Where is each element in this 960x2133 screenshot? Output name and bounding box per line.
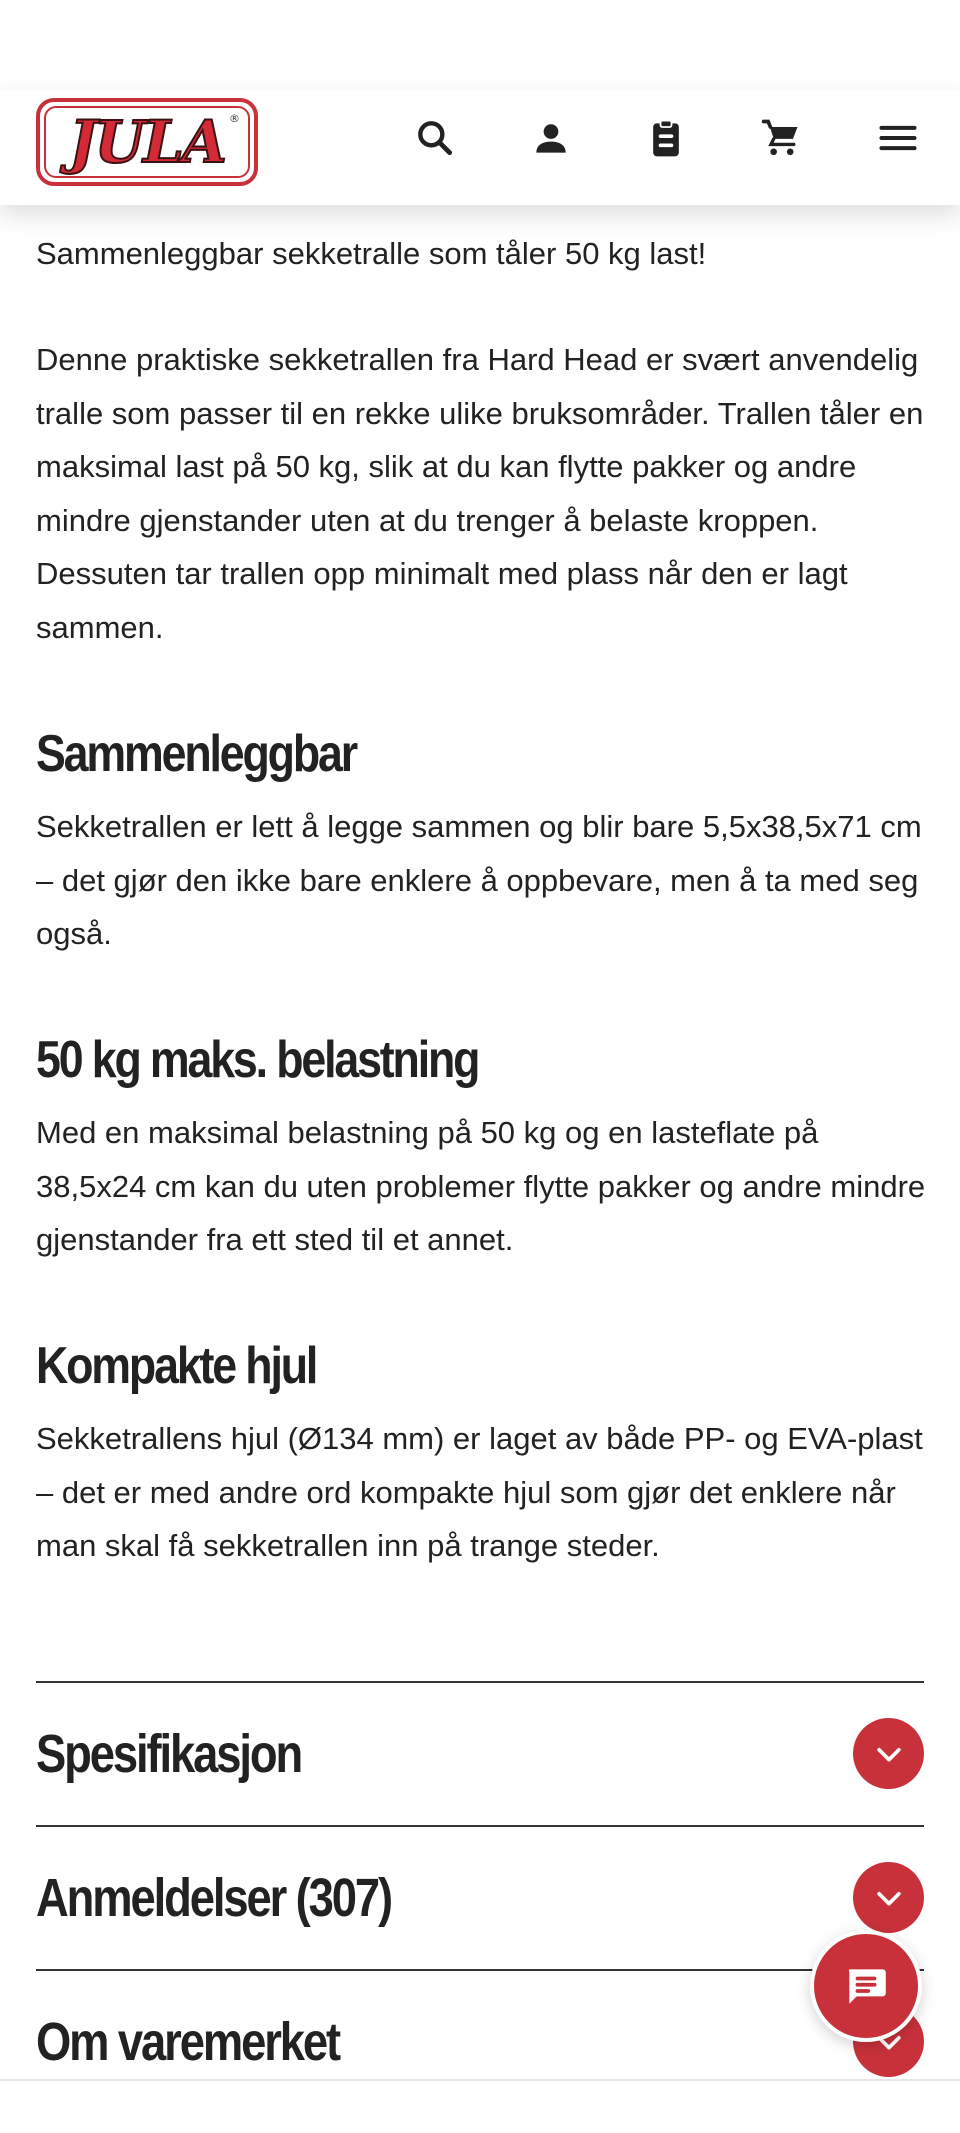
expand-specification-button[interactable] — [853, 1718, 924, 1789]
logo-registered-mark: ® — [229, 112, 240, 125]
site-header — [0, 90, 960, 205]
jula-logo[interactable] — [36, 98, 258, 186]
status-area — [0, 0, 960, 90]
logo-text: JULA — [69, 108, 225, 176]
accordion-title-reviews[interactable]: Anmeldelser (307) — [36, 1868, 392, 1928]
cart-button[interactable] — [755, 112, 807, 164]
section-heading-max-load: 50 kg maks. belastning — [36, 1031, 479, 1089]
search-button[interactable] — [409, 112, 461, 164]
bottom-bar — [0, 2079, 960, 2133]
account-icon — [529, 116, 573, 160]
shopping-list-icon — [644, 116, 688, 160]
accordion-title-brand[interactable]: Om varemerket — [36, 2012, 340, 2072]
section-text-max-load: Med en maksimal belastning på 50 kg og en lasteflate på 38,5x24 cm kan du uten problemer flytte pakker og andre mindre gjenstander fra ett sted til et annet. — [36, 1115, 926, 1257]
section-text-compact-wheels: Sekketrallens hjul (Ø134 mm) er laget av både PP- og EVA-plast – det er med andre ord kompakte hjul som gjør det enklere når man skal få sekketrallen inn på trange steder. — [36, 1421, 923, 1563]
accordion-divider — [36, 1681, 924, 1683]
chat-button[interactable] — [810, 1930, 922, 2042]
section-text-foldable: Sekketrallen er lett å legge sammen og blir bare 5,5x38,5x71 cm – det gjør den ikke bare enklere å oppbevare, men å ta med seg også. — [36, 809, 922, 951]
menu-icon — [876, 116, 920, 160]
expand-reviews-button[interactable] — [853, 1862, 924, 1933]
account-button[interactable] — [525, 112, 577, 164]
section-heading-foldable: Sammenleggbar — [36, 725, 356, 783]
description-intro: Sammenleggbar sekketralle som tåler 50 kg last! — [36, 236, 707, 271]
accordion-divider — [36, 1969, 924, 1971]
accordion-title-specification[interactable]: Spesifikasjon — [36, 1724, 302, 1784]
chat-icon — [841, 1961, 891, 2011]
description-body: Denne praktiske sekketrallen fra Hard Head er svært anvendelig tralle som passer til en rekke ulike bruksområder. Trallen tåler en maksimal last på 50 kg, slik at du kan flytte pakker og andre mindre gjenstander uten at du trenger å belaste kroppen. Dessuten tar trallen opp minimalt med plass når den er lagt sammen. — [36, 342, 924, 645]
section-heading-compact-wheels: Kompakte hjul — [36, 1337, 317, 1395]
search-icon — [413, 116, 457, 160]
menu-button[interactable] — [872, 112, 924, 164]
cart-icon — [759, 116, 803, 160]
chevron-down-icon — [872, 1737, 906, 1771]
chevron-down-icon — [872, 1881, 906, 1915]
accordion-divider — [36, 1825, 924, 1827]
shopping-list-button[interactable] — [640, 112, 692, 164]
